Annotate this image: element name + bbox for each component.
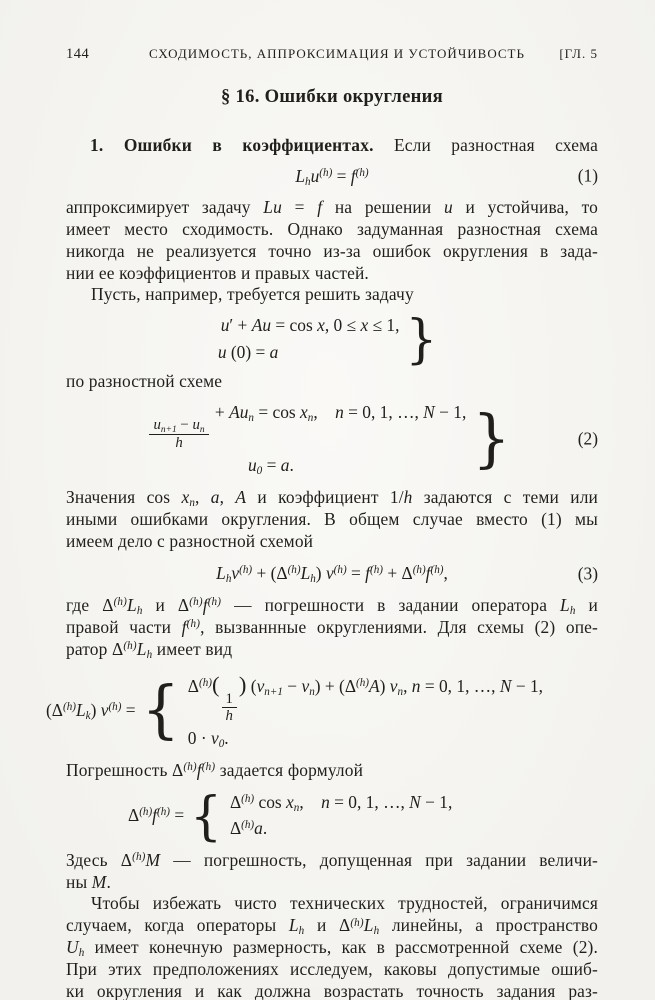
equation-2-number: (2) bbox=[577, 428, 598, 449]
text-line: по разностной схеме bbox=[66, 371, 223, 392]
paragraph-intro-line: 1. Ошибки в коэффициентах. Если разностная схема bbox=[90, 135, 598, 155]
equation-1 bbox=[66, 166, 598, 187]
equation-2 bbox=[66, 401, 598, 477]
brace-left: { bbox=[141, 673, 180, 747]
equation-3-math: $Lhv^{(h)} + (\Delta^{(h)}Lh) v^{(h)} = f^{(h)} + \Delta^{(h)}f^{(h)}$, bbox=[216, 563, 448, 586]
ode-equation: u′ + Au = cos x, 0 ≤ x ≤ 1, bbox=[220, 315, 400, 336]
text-line: Здесь $\Delta^{(h)}M$ — погрешность, допущенная при задании величи- bbox=[66, 849, 598, 870]
equation-1-math: $Lhu^{(h)} = f^{(h)}$ bbox=[295, 165, 369, 188]
text-line: ратор $\Delta^{(h)}Lh$ имеет вид bbox=[66, 638, 233, 661]
text-line: Чтобы избежать чисто технических трудностей, ограничимся bbox=[91, 893, 598, 914]
text-line: Uh имеет конечную размерность, как в рассмотренной схеме (2). bbox=[66, 937, 598, 960]
text-line: где $\Delta^{(h)}Lh$ и $\Delta^{(h)}f^{(h)}$ — погрешности в задании оператора Lh и bbox=[66, 595, 598, 618]
chapter-ref: [ГЛ. 5 bbox=[559, 46, 598, 61]
ode-system bbox=[66, 308, 598, 370]
delta-operator-case-1: $\Delta^{(h)}$( $\frac{1}{h}$ ) $(vn+1 - vn) + (\Delta^{(h)}A)$ vn, n = 0, 1, …, N − 1, bbox=[187, 671, 544, 725]
text-line: имеем дело с разностной схемой bbox=[66, 531, 314, 552]
delta-operator-formula bbox=[46, 670, 598, 751]
text-line: ки округления и как должна возрастать точность задания раз- bbox=[66, 981, 598, 1000]
delta-operator-case-2: 0 · v0. bbox=[187, 728, 229, 751]
delta-operator-lhs: $(\Delta^{(h)}Lk) v^{(h)}$ = bbox=[46, 699, 136, 722]
text-line: Пусть, например, требуется решить задачу bbox=[91, 284, 414, 305]
difference-scheme-initial: u0 = a. bbox=[247, 454, 294, 477]
text-line: Значения cos xn, a, A и коэффициент 1/h задаются с теми или bbox=[66, 487, 598, 510]
brace-right: } bbox=[472, 402, 511, 477]
text-line: правой части $f^{(h)}$, вызваннные округлениями. Для схемы (2) опе- bbox=[66, 616, 598, 637]
ode-initial-condition: u (0) = a bbox=[217, 341, 279, 362]
delta-f-case-2: $\Delta^{(h)}a$. bbox=[229, 818, 268, 839]
text-line: аппроксимирует задачу Lu = f на решении u и устойчива, то bbox=[66, 196, 598, 217]
text-line: нии ее коэффициентов и правых частей. bbox=[66, 262, 369, 283]
text-line: Погрешность $\Delta^{(h)}f^{(h)}$ задается формулой bbox=[66, 759, 364, 780]
text-line: случаем, когда операторы Lh и $\Delta^{(h)}Lh$ линейны, а пространство bbox=[66, 915, 598, 938]
text-line: При этих предположениях исследуем, каковы допустимые ошиб- bbox=[66, 959, 598, 980]
text-line: никогда не реализуется точно из-за ошибок округления в зада- bbox=[66, 240, 598, 261]
page-header bbox=[66, 46, 598, 63]
equation-1-number: (1) bbox=[577, 165, 598, 186]
equation-3 bbox=[66, 563, 598, 584]
text-line: имеет место сходимость. Однако задуманная разностная схема bbox=[66, 218, 598, 239]
equation-3-number: (3) bbox=[577, 563, 598, 583]
brace-left: { bbox=[190, 785, 222, 847]
text-line: иными ошибками округления. В общем случае вместо (1) мы bbox=[66, 509, 598, 530]
section-title: § 16. Ошибки округления bbox=[220, 86, 444, 107]
page-number: 144 bbox=[66, 46, 90, 62]
running-title: СХОДИМОСТЬ, АППРОКСИМАЦИЯ И УСТОЙЧИВОСТЬ bbox=[149, 46, 525, 61]
delta-f-lhs: $\Delta^{(h)}f^{(h)}$ = bbox=[128, 805, 185, 826]
delta-f-case-1: $\Delta^{(h)}$ cos xn, n = 0, 1, …, N − 1, bbox=[229, 791, 453, 814]
brace-right: } bbox=[405, 308, 438, 370]
delta-f-formula bbox=[128, 785, 598, 847]
text-line: ны M. bbox=[66, 871, 111, 892]
difference-scheme-row: $\frac{un+1 - un}{h}$ + Aun = cos xn, n = 0, 1, …, N − 1, bbox=[147, 401, 466, 451]
